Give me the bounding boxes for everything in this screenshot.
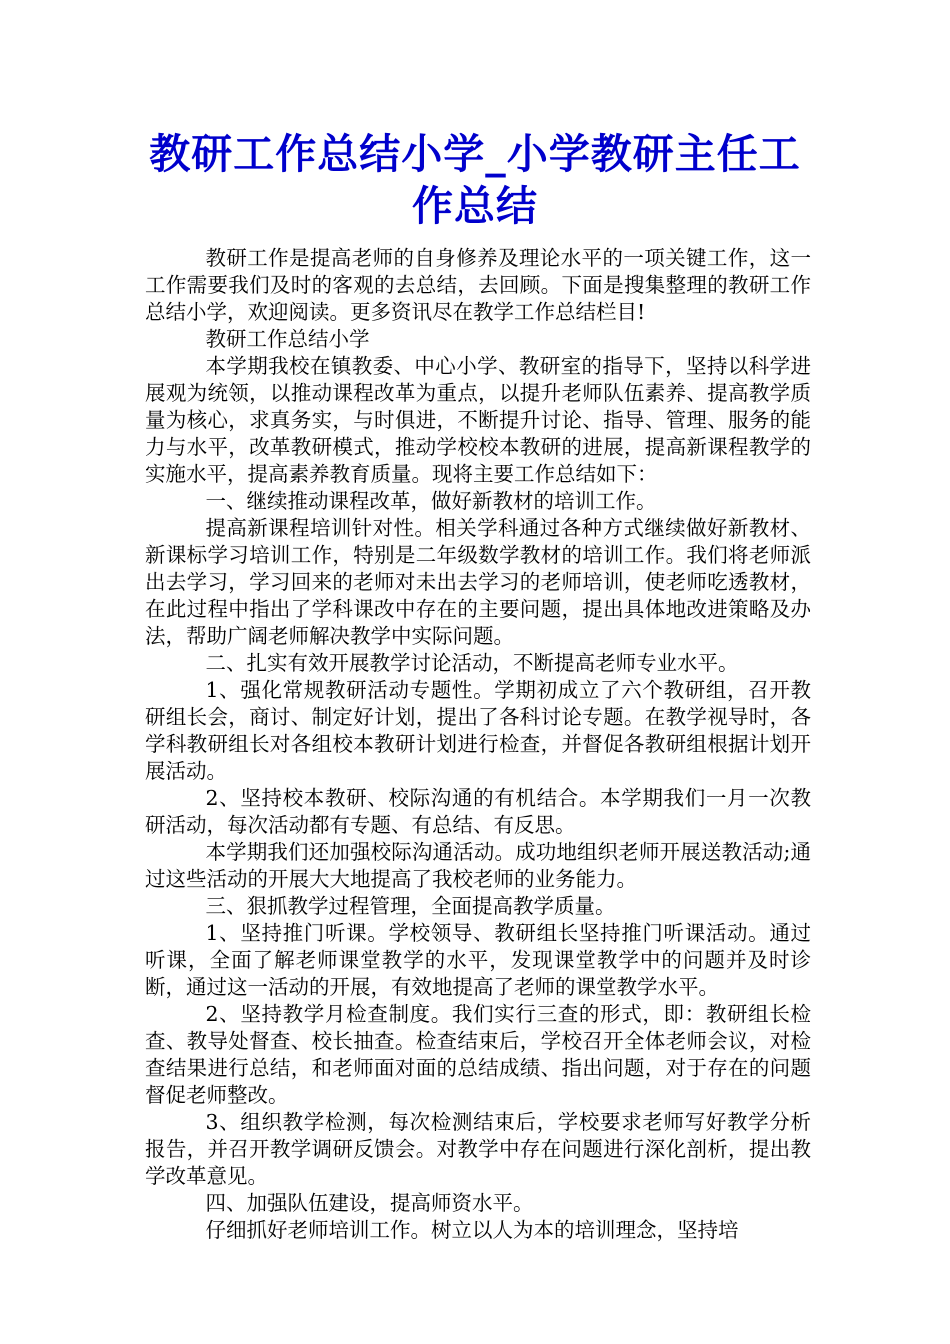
- paragraph: 2、坚持教学月检查制度。我们实行三查的形式，即：教研组长检查、教导处督查、校长抽查。检查结束后，学校召开全体老师会议，对检查结果进行总结，和老师面对面的总结成绩、指出问题，对于存在的问题督促老师整改。: [145, 1002, 811, 1107]
- paragraph-intro: 教研工作是提高老师的自身修养及理论水平的一项关键工作，这一工作需要我们及时的客观的去总结，去回顾。下面是搜集整理的教研工作总结小学，欢迎阅读。更多资讯尽在教学工作总结栏目!: [145, 246, 811, 324]
- paragraph: 1、强化常规教研活动专题性。学期初成立了六个教研组，召开教研组长会，商讨、制定好计划，提出了各科讨论专题。在教学视导时，各学科教研组长对各组校本教研计划进行检查，并督促各教研组根据计划开展活动。: [145, 678, 811, 783]
- paragraph: 1、坚持推门听课。学校领导、教研组长坚持推门听课活动。通过听课，全面了解老师课堂教学的水平，发现课堂教学中的问题并及时诊断，通过这一活动的开展，有效地提高了老师的课堂教学水平。: [145, 921, 811, 999]
- paragraph: 2、坚持校本教研、校际沟通的有机结合。本学期我们一月一次教研活动，每次活动都有专题、有总结、有反思。: [145, 786, 811, 837]
- section-heading-1: 一、继续推动课程改革，做好新教材的培训工作。: [205, 489, 657, 513]
- paragraph: 仔细抓好老师培训工作。树立以人为本的培训理念，坚持培: [205, 1218, 739, 1242]
- paragraph: 3、组织教学检测，每次检测结束后，学校要求老师写好教学分析报告，并召开教学调研反馈会。对教学中存在问题进行深化剖析，提出教学改革意见。: [145, 1110, 811, 1188]
- paragraph: 本学期我们还加强校际沟通活动。成功地组织老师开展送教活动;通过这些活动的开展大大地提高了我校老师的业务能力。: [145, 840, 811, 891]
- paragraph: 提高新课程培训针对性。相关学科通过各种方式继续做好新教材、新课标学习培训工作，特别是二年级数学教材的培训工作。我们将老师派出去学习，学习回来的老师对未出去学习的老师培训，使老师吃透教材，在此过程中指出了学科课改中存在的主要问题，提出具体地改进策略及办法，帮助广阔老师解决教学中实际问题。: [145, 516, 811, 648]
- paragraph-overview: 本学期我校在镇教委、中心小学、教研室的指导下，坚持以科学进展观为统领，以推动课程改革为重点，以提升老师队伍素养、提高教学质量为核心，求真务实，与时俱进，不断提升讨论、指导、管理、服务的能力与水平，改革教研模式，推动学校校本教研的进展，提高新课程教学的实施水平，提高素养教育质量。现将主要工作总结如下：: [145, 354, 811, 486]
- section-heading-4: 四、加强队伍建设，提高师资水平。: [205, 1191, 534, 1215]
- section-heading-2: 二、扎实有效开展教学讨论活动，不断提高老师专业水平。: [205, 651, 739, 675]
- paragraph-subtitle: 教研工作总结小学: [205, 327, 370, 351]
- section-heading-3: 三、狠抓教学过程管理，全面提高教学质量。: [205, 894, 616, 918]
- document-title: 教研工作总结小学_小学教研主任工作总结: [149, 130, 801, 230]
- document-body: [145, 245, 811, 1244]
